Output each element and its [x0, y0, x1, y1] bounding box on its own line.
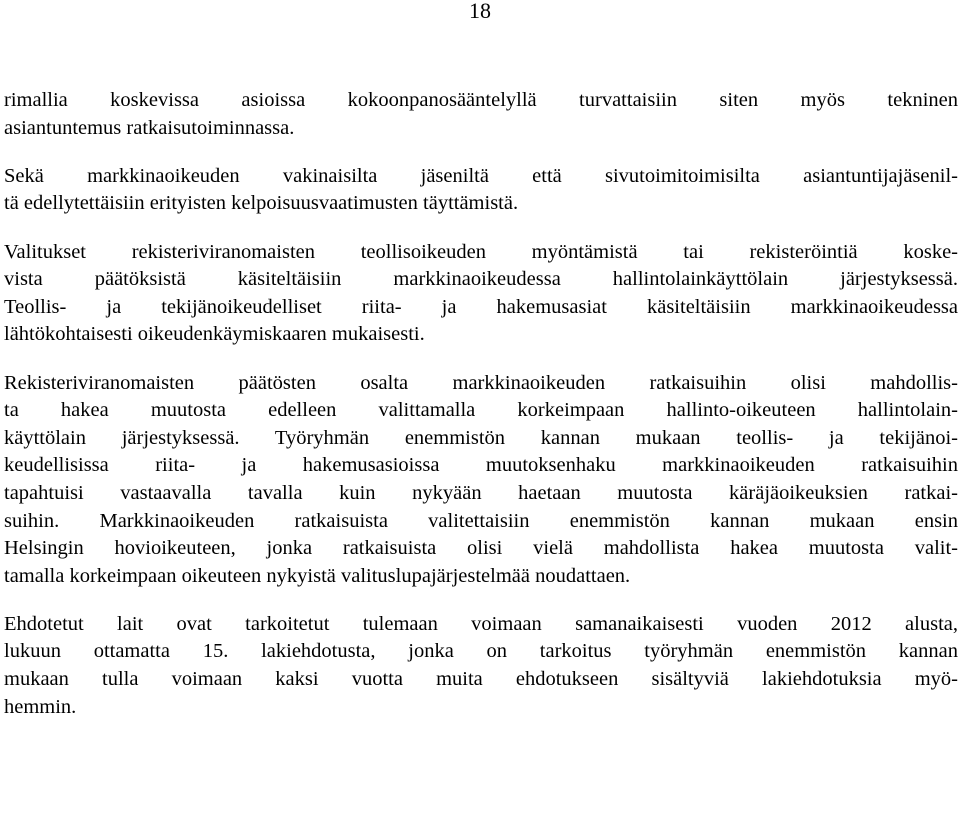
text-line: vista päätöksistä käsiteltäisiin markkinaoikeudessa hallintolainkäyttölain järjestyksessä. — [4, 268, 958, 291]
text-line: rimallia koskevissa asioissa kokoonpanosääntelyllä turvattaisiin siten myös tekninen — [4, 89, 958, 111]
text-line: keudellisissa riita- ja hakemusasioissa muutoksenhaku markkinaoikeuden ratkaisuihin — [4, 454, 958, 477]
paragraph-2 — [4, 163, 958, 218]
text-line: Ehdotetut lait ovat tarkoitetut tulemaan voimaan samanaikaisesti vuoden 2012 alusta, — [4, 612, 958, 635]
paragraph-1 — [4, 87, 958, 142]
text-line: käyttölain järjestyksessä. Työryhmän enemmistön kannan mukaan teollis- ja tekijänoi- — [4, 426, 958, 449]
paragraph-5 — [4, 611, 958, 721]
paragraph-4 — [4, 370, 958, 591]
text-line: mukaan tulla voimaan kaksi vuotta muita ehdotukseen sisältyviä lakiehdotuksia myö- — [4, 668, 958, 691]
text-line: Teollis- ja tekijänoikeudelliset riita- ja hakemusasiat käsiteltäisiin markkinaoikeudessa — [4, 295, 958, 318]
text-line: tamalla korkeimpaan oikeuteen nykyistä valituslupajärjestelmää noudattaen. — [4, 564, 631, 587]
text-line: tapahtuisi vastaavalla tavalla kuin nykyään haetaan muutosta käräjäoikeuksien ratkai- — [4, 481, 958, 504]
text-line: asiantuntemus ratkaisutoiminnassa. — [4, 116, 295, 139]
text-line: Valitukset rekisteriviranomaisten teollisoikeuden myöntämistä tai rekisteröintiä koske- — [4, 240, 958, 263]
text-line: lukuun ottamatta 15. lakiehdotusta, jonka on tarkoitus työryhmän enemmistön kannan — [4, 640, 958, 663]
text-line: Sekä markkinaoikeuden vakinaisilta jäseniltä että sivutoimitoimisilta asiantuntijajäsenil- — [4, 164, 958, 187]
text-line: ta hakea muutosta edelleen valittamalla korkeimpaan hallinto-oikeuteen hallintolain- — [4, 399, 958, 422]
text-line: lähtökohtaisesti oikeudenkäymiskaaren mukaisesti. — [4, 323, 425, 346]
page-number: 18 — [469, 0, 491, 23]
text-line: hemmin. — [4, 695, 77, 718]
document-body — [4, 87, 958, 742]
text-line: Rekisteriviranomaisten päätösten osalta markkinaoikeuden ratkaisuihin olisi mahdollis- — [4, 371, 958, 394]
text-line: Helsingin hovioikeuteen, jonka ratkaisuista olisi vielä mahdollista hakea muutosta valit- — [4, 537, 958, 560]
paragraph-3 — [4, 239, 958, 349]
text-line: suihin. Markkinaoikeuden ratkaisuista valitettaisiin enemmistön kannan mukaan ensin — [4, 509, 958, 532]
text-line: tä edellytettäisiin erityisten kelpoisuusvaatimusten täyttämistä. — [4, 192, 519, 215]
